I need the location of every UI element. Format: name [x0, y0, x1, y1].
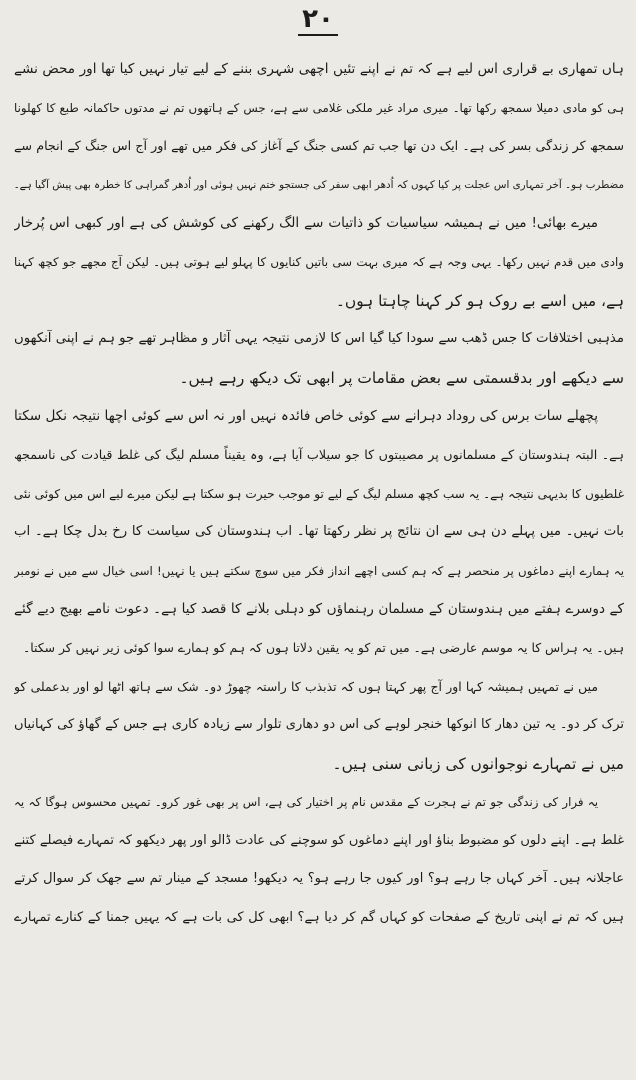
text-line: میرے بھائی! میں نے ہمیشہ سیاسیات کو ذاتیات سے الگ رکھنے کی کوشش کی ہے اور کبھی اس پُرخار — [14, 215, 598, 232]
body-text — [14, 50, 624, 938]
text-line: ہے، میں اسے بے روک ہو کر کہنا چاہتا ہوں۔ — [335, 291, 624, 310]
text-line: غلط ہے۔ اپنے دلوں کو مضبوط بناؤ اور اپنے دماغوں کو سوچنے کی عادت ڈالو اور پھر دیکھو کہ تمہارے فیصلے کتنے — [14, 832, 624, 848]
text-line: غلطیوں کا بدیہی نتیجہ ہے۔ یہ سب کچھ مسلم لیگ کے لیے تو موجب حیرت ہو سکتا ہے لیکن میرے لیے اس میں کوئی نئی — [14, 486, 624, 501]
page-number-text: ۲۰ — [298, 4, 338, 36]
text-line: ہے۔ البتہ ہندوستان کے مسلمانوں پر مصیبتوں کا جو سیلاب آیا ہے، وہ یقیناً مسلم لیگ کی غلط قیادت کی ناسمجھ — [14, 446, 624, 462]
text-line: ہیں۔ یہ ہراس کا یہ موسم عارضی ہے۔ میں تم کو یہ یقین دلاتا ہوں کہ ہم کو ہمارے سوا کوئی زیر نہیں کر سکتا۔ — [23, 639, 624, 655]
text-line: مضطرب ہو۔ آخر تمہاری اس عجلت پر کیا کہوں کہ اُدھر ابھی سفر کی جستجو ختم نہیں ہوئی اور اُدھر گمراہی کا خطرہ بھی پیش آگیا ہے۔ — [14, 178, 624, 191]
page-number — [0, 4, 636, 36]
text-line: ترک کر دو۔ یہ تین دھار کا انوکھا خنجر لوہے کی اس دو دھاری تلوار سے زیادہ کاری ہے جس کے گھاؤ کی کہانیاں — [14, 717, 624, 733]
text-line: وادی میں قدم نہیں رکھا۔ یہی وجہ ہے کہ میری بہت سی باتیں کنایوں کا پہلو لیے ہوتی ہیں۔ لیکن آج مجھے جو کچھ کہنا — [14, 254, 624, 269]
paragraph-1 — [14, 50, 624, 204]
paragraph-4 — [14, 397, 624, 667]
text-line: میں نے تمہارے نوجوانوں کی زبانی سنی ہیں۔ — [332, 754, 624, 773]
text-line: ہیں کہ تم نے اپنی تاریخ کے صفحات کو کہاں گم کر دیا ہے؟ ابھی کل کی بات ہے کہ یہیں جمنا کے کنارے تمہارے — [14, 910, 624, 926]
text-line: ہاں تمھاری بے قراری اس لیے ہے کہ تم نے اپنے تئیں اچھی شہری بننے کے لیے تیار نہیں کیا تھا اور محض نشے — [14, 61, 624, 77]
text-line: سے دیکھے اور بدقسمتی سے بعض مقامات پر ابھی تک دیکھ رہے ہیں۔ — [179, 368, 624, 387]
paragraph-3 — [14, 320, 624, 397]
text-line: مذہبی اختلافات کا جس ڈھب سے سودا کیا گیا اس کا لازمی نتیجہ یہی آثار و مظاہر تھے جو ہم نے اپنی آنکھوں — [14, 331, 624, 347]
paragraph-5 — [14, 668, 624, 784]
text-line: بات نہیں۔ میں پہلے دن ہی سے ان نتائج پر نظر رکھتا تھا۔ اب ہندوستان کی سیاست کا رخ بدل چکا ہے۔ اب — [14, 524, 624, 540]
text-line: یہ ہمارے اپنے دماغوں پر منحصر ہے کہ ہم کسی اچھے انداز فکر میں سوچ سکتے ہیں یا نہیں! اسی خیال سے میں نے نومبر — [14, 563, 624, 578]
text-line: سمجھ کر زندگی بسر کی ہے۔ ایک دن تھا جب تم کسی جنگ کے آغاز کی فکر میں تھے اور آج اس جنگ کے انجام سے — [14, 138, 624, 154]
text-line: عاجلانہ ہیں۔ آخر کہاں جا رہے ہو؟ اور کیوں جا رہے ہو؟ یہ دیکھو! مسجد کے مینار تم سے جھک کر سوال کرتے — [14, 871, 624, 887]
text-line: پچھلے سات برس کی روداد دہرانے سے کوئی خاص فائدہ نہیں اور نہ اس سے کوئی اچھا نتیجہ نکل سکتا — [14, 408, 598, 425]
text-line: ہی کو مادی دمیلا سمجھ رکھا تھا۔ میری مراد غیر ملکی غلامی سے ہے، جس کے ہاتھوں تم نے مدتوں حاکمانہ طبع کا کھلونا — [14, 100, 624, 115]
text-line: یہ فرار کی زندگی جو تم نے ہجرت کے مقدس نام پر اختیار کی ہے، اس پر بھی غور کرو۔ تمہیں محسوس ہوگا کہ یہ — [14, 795, 598, 810]
text-line: میں نے تمہیں ہمیشہ کہا اور آج پھر کہتا ہوں کہ تذبذب کا راستہ چھوڑ دو۔ شک سے ہاتھ اٹھا لو اور بدعملی کو — [14, 678, 598, 694]
text-line: کے دوسرے ہفتے میں ہندوستان کے مسلمان رہنماؤں کو دہلی بلانے کا قصد کیا ہے۔ دعوت نامے بھیج دیے گئے — [14, 601, 624, 618]
paragraph-2 — [14, 204, 624, 320]
paragraph-6 — [14, 783, 624, 937]
